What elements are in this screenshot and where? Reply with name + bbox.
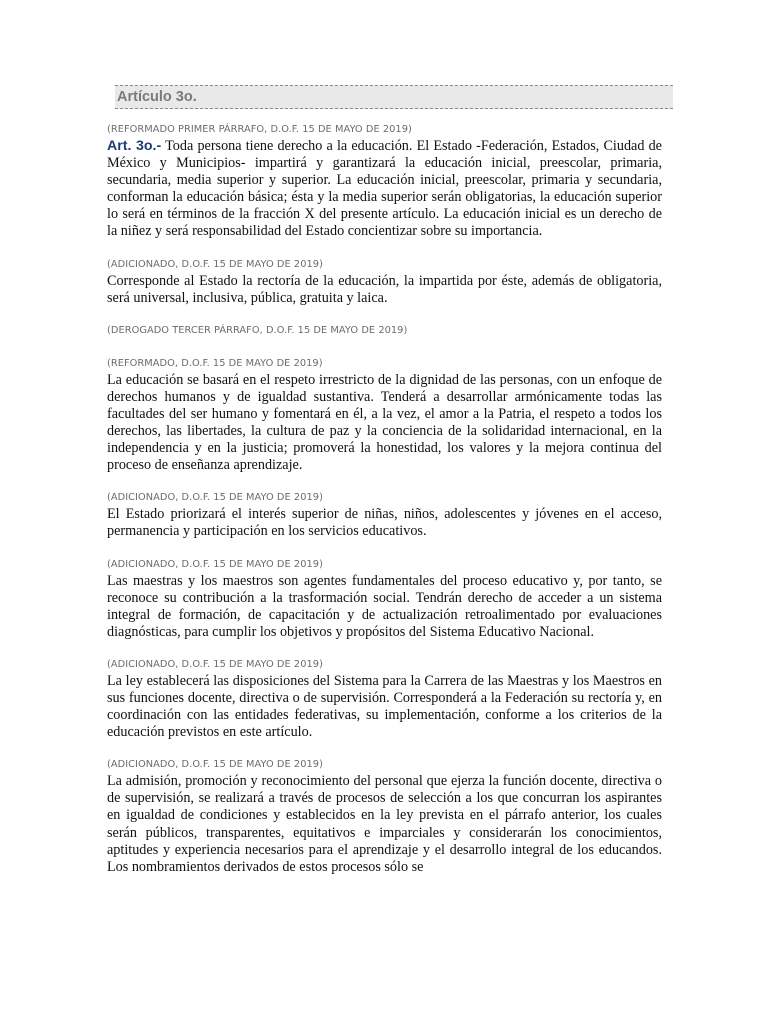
paragraph-text: La admisión, promoción y reconocimiento del personal que ejerza la función docente, directiva o de supervisión, se realizará a través de procesos de selección a los que concurran los aspirantes en igualdad de condiciones y establecidos en la ley prevista en el párrafo anterior, los cuales serán públicos, transparentes, equitativos e imparciales y considerarán los conocimientos, aptitudes y experiencia necesarios para el aprendizaje y el desarrollo integral de los educandos. Los nombramientos derivados de estos procesos sólo se: [107, 773, 662, 875]
amendment-note: (ADICIONADO, D.O.F. 15 DE MAYO DE 2019): [107, 258, 323, 270]
amendment-note: (ADICIONADO, D.O.F. 15 DE MAYO DE 2019): [107, 492, 323, 504]
paragraph-text: La ley establecerá las disposiciones del Sistema para la Carrera de las Maestras y los Maestros en sus funciones docente, directiva o de supervisión. Corresponderá a la Federación su rectoría y, en coordinación con las entidades federativas, su implementación, conforme a los criterios de la educación previstos en este artículo.: [107, 672, 662, 741]
paragraph-block-2: [107, 258, 662, 307]
amendment-note: (REFORMADO, D.O.F. 15 DE MAYO DE 2019): [107, 357, 323, 369]
amendment-note: (DEROGADO TERCER PÁRRAFO, D.O.F. 15 DE MAYO DE 2019): [107, 324, 408, 336]
amendment-note: (ADICIONADO, D.O.F. 15 DE MAYO DE 2019): [107, 558, 323, 570]
paragraph-block-6: [107, 558, 662, 641]
amendment-note: (REFORMADO PRIMER PÁRRAFO, D.O.F. 15 DE MAYO DE 2019): [107, 124, 412, 135]
paragraph-text: [107, 138, 662, 241]
paragraph-block-3: [107, 324, 662, 337]
paragraph-text: El Estado priorizará el interés superior de niñas, niños, adolescentes y jóvenes en el acceso, permanencia y participación en los servicios educativos.: [107, 506, 662, 540]
amendment-note: (ADICIONADO, D.O.F. 15 DE MAYO DE 2019): [107, 759, 323, 771]
paragraph-text: Corresponde al Estado la rectoría de la educación, la impartida por éste, además de obligatoria, será universal, inclusiva, pública, gratuita y laica.: [107, 272, 662, 306]
paragraph-body: Toda persona tiene derecho a la educación. El Estado -Federación, Estados, Ciudad de México y Municipios- impartirá y garantizará la educación inicial, preescolar, primaria, secundaria, media superior y superior. La educación inicial, preescolar, primaria y secundaria, conforman la educación básica; ésta y la media superior serán obligatorias, la educación superior lo será en términos de la fracción X del presente artículo. La educación inicial es un derecho de la niñez y será responsabilidad del Estado concientizar sobre su importancia.: [107, 138, 662, 240]
article-label: Art. 3o.-: [107, 138, 162, 154]
amendment-note: (ADICIONADO, D.O.F. 15 DE MAYO DE 2019): [107, 658, 323, 670]
article-header-bar: [115, 85, 673, 109]
paragraph-block-5: [107, 491, 662, 540]
paragraph-block-7: [107, 658, 662, 741]
paragraph-block-8: [107, 758, 662, 875]
paragraph-block-1: [107, 123, 662, 241]
paragraph-text: La educación se basará en el respeto irrestricto de la dignidad de las personas, con un enfoque de derechos humanos y de igualdad sustantiva. Tenderá a desarrollar armónicamente todas las facultades del ser humano y fomentará en él, a la vez, el amor a la Patria, el respeto a todos los derechos, las libertades, la cultura de paz y la conciencia de la solidaridad internacional, en la independencia y en la justicia; promoverá la honestidad, los valores y la mejora continua del proceso de enseñanza aprendizaje.: [107, 371, 662, 474]
article-body: [107, 123, 662, 892]
article-title: Artículo 3o.: [117, 89, 197, 105]
paragraph-block-4: [107, 357, 662, 475]
paragraph-text: Las maestras y los maestros son agentes fundamentales del proceso educativo y, por tanto, se reconoce su contribución a la trasformación social. Tendrán derecho de acceder a un sistema integral de formación, de capacitación y de actualización retroalimentado por evaluaciones diagnósticas, para cumplir los objetivos y propósitos del Sistema Educativo Nacional.: [107, 572, 662, 640]
